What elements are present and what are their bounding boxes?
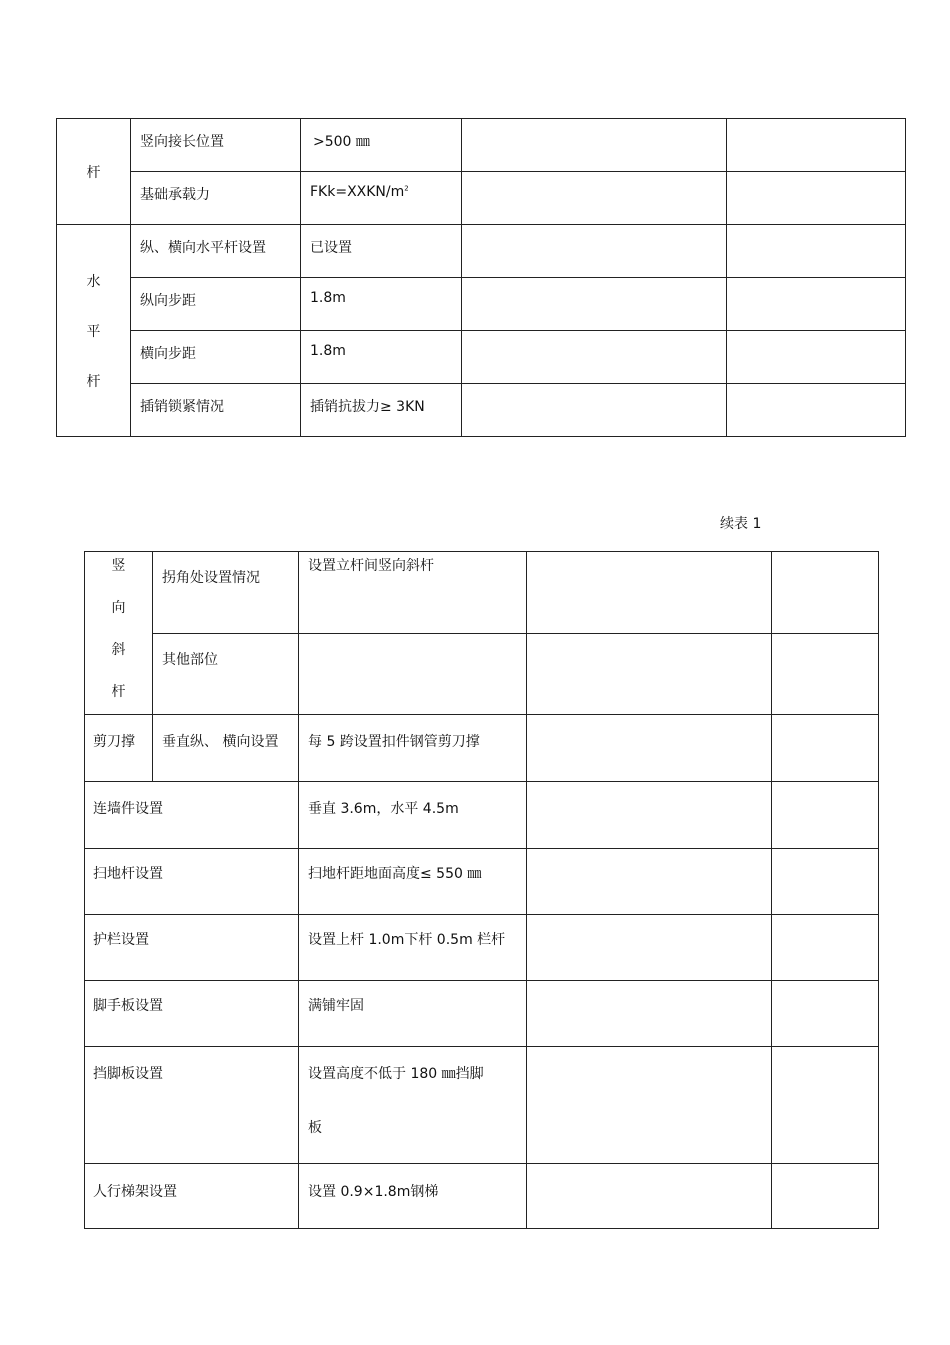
- item-cell: 竖向接长位置: [131, 119, 301, 172]
- standard-cell: 1.8m: [301, 278, 462, 331]
- inspection-table-2: [84, 551, 879, 1229]
- table-row: [85, 552, 879, 634]
- remark-cell[interactable]: [727, 225, 906, 278]
- remark-cell[interactable]: [772, 715, 879, 782]
- table-row: [85, 981, 879, 1047]
- remark-cell[interactable]: [772, 1164, 879, 1229]
- standard-cell: 满铺牢固: [299, 981, 527, 1047]
- remark-cell[interactable]: [772, 1047, 879, 1164]
- standard-cell: 扫地杆距地面高度≤ 550 ㎜: [299, 849, 527, 915]
- table-row: [57, 225, 906, 278]
- result-cell[interactable]: [527, 915, 772, 981]
- inspection-table-1: [56, 118, 906, 437]
- remark-cell[interactable]: [772, 981, 879, 1047]
- remark-cell[interactable]: [772, 782, 879, 849]
- result-cell[interactable]: [527, 1047, 772, 1164]
- continued-table-label: 续表 1: [720, 516, 762, 532]
- standard-cell: 设置高度不低于 180 ㎜挡脚 板: [299, 1047, 527, 1164]
- table-row: [85, 782, 879, 849]
- table-row: [57, 384, 906, 437]
- result-cell[interactable]: [527, 981, 772, 1047]
- table-row: [85, 1164, 879, 1229]
- standard-cell: 垂直 3.6m，水平 4.5m: [299, 782, 527, 849]
- item-cell: 连墙件设置: [85, 782, 299, 849]
- group-label-gan: 杆: [57, 119, 131, 225]
- item-cell: 脚手板设置: [85, 981, 299, 1047]
- result-cell[interactable]: [462, 119, 727, 172]
- remark-cell[interactable]: [772, 634, 879, 715]
- result-cell[interactable]: [527, 552, 772, 634]
- result-cell[interactable]: [462, 331, 727, 384]
- group-label-shuiping-gan: 水 平 杆: [57, 225, 131, 437]
- standard-cell: 设置 0.9×1.8m钢梯: [299, 1164, 527, 1229]
- standard-cell: [299, 634, 527, 715]
- item-cell: 垂直纵、 横向设置: [153, 715, 299, 782]
- result-cell[interactable]: [527, 782, 772, 849]
- remark-cell[interactable]: [772, 849, 879, 915]
- standard-cell: $FKk=XXKN/m^2$: [301, 172, 462, 225]
- standard-cell: 设置上杆 1.0m下杆 0.5m 栏杆: [299, 915, 527, 981]
- result-cell[interactable]: [462, 278, 727, 331]
- standard-cell: >500 ㎜: [301, 119, 462, 172]
- table-row: [85, 915, 879, 981]
- item-cell: 其他部位: [153, 634, 299, 715]
- table-row: [57, 331, 906, 384]
- result-cell[interactable]: [527, 1164, 772, 1229]
- result-cell[interactable]: [527, 849, 772, 915]
- item-cell: 挡脚板设置: [85, 1047, 299, 1164]
- remark-cell[interactable]: [772, 552, 879, 634]
- item-cell: 拐角处设置情况: [153, 552, 299, 634]
- result-cell[interactable]: [462, 384, 727, 437]
- remark-cell[interactable]: [727, 384, 906, 437]
- remark-cell[interactable]: [727, 119, 906, 172]
- table-row: [57, 278, 906, 331]
- table-row: [57, 119, 906, 172]
- result-cell[interactable]: [462, 172, 727, 225]
- item-cell: 插销锁紧情况: [131, 384, 301, 437]
- result-cell[interactable]: [462, 225, 727, 278]
- remark-cell[interactable]: [727, 172, 906, 225]
- table-row: [85, 849, 879, 915]
- result-cell[interactable]: [527, 715, 772, 782]
- table-row: [85, 1047, 879, 1164]
- standard-cell: 1.8m: [301, 331, 462, 384]
- standard-cell: 插销抗拔力≥ 3KN: [301, 384, 462, 437]
- item-cell: 护栏设置: [85, 915, 299, 981]
- item-cell: 基础承载力: [131, 172, 301, 225]
- table-row: [85, 634, 879, 715]
- item-cell: 纵、横向水平杆设置: [131, 225, 301, 278]
- item-cell: 横向步距: [131, 331, 301, 384]
- table-row: [85, 715, 879, 782]
- standard-cell: 每 5 跨设置扣件钢管剪刀撑: [299, 715, 527, 782]
- standard-cell: 已设置: [301, 225, 462, 278]
- remark-cell[interactable]: [772, 915, 879, 981]
- table-row: [57, 172, 906, 225]
- group-label-shuxiang-xiegan: 竖 向 斜 杆: [85, 552, 153, 715]
- group-label-jiandaocheng: 剪刀撑: [85, 715, 153, 782]
- remark-cell[interactable]: [727, 278, 906, 331]
- item-cell: 扫地杆设置: [85, 849, 299, 915]
- item-cell: 人行梯架设置: [85, 1164, 299, 1229]
- item-cell: 纵向步距: [131, 278, 301, 331]
- result-cell[interactable]: [527, 634, 772, 715]
- standard-cell: 设置立杆间竖向斜杆: [299, 552, 527, 634]
- remark-cell[interactable]: [727, 331, 906, 384]
